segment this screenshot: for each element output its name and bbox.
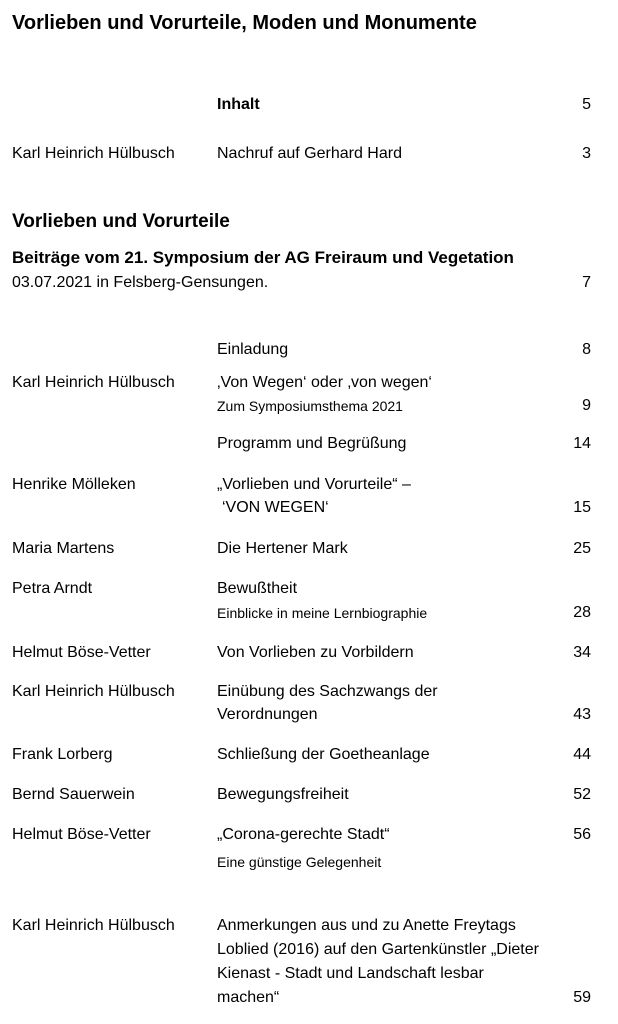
toc-subtitle: Einblicke in meine Lernbiographie: [217, 605, 428, 621]
toc-page: 43: [573, 706, 591, 723]
toc-title: Nachruf auf Gerhard Hard: [217, 145, 402, 162]
toc-inhalt-label: Inhalt: [217, 96, 260, 113]
toc-author: Bernd Sauerwein: [12, 786, 135, 803]
section-date-line: 03.07.2021 in Felsberg-Gensungen.: [12, 274, 269, 291]
toc-title: Einladung: [217, 341, 289, 358]
toc-title-line2: ‘VON WEGEN‘: [222, 499, 329, 516]
toc-page: 52: [573, 786, 591, 803]
section-date-page: 7: [582, 274, 591, 291]
toc-author: Maria Martens: [12, 540, 115, 557]
toc-page: 34: [573, 644, 591, 661]
toc-title: ‚Von Wegen‘ oder ‚von wegen‘: [217, 374, 432, 391]
toc-page: 3: [582, 145, 591, 162]
toc-author: Frank Lorberg: [12, 746, 113, 763]
section-subheading: Beiträge vom 21. Symposium der AG Freiraum und Vegetation: [12, 248, 514, 267]
toc-title-line4: machen“: [217, 989, 280, 1006]
document-title: Vorlieben und Vorurteile, Moden und Monumente: [12, 12, 477, 34]
toc-page: 15: [573, 499, 591, 516]
toc-page: 25: [573, 540, 591, 557]
toc-title: „Vorlieben und Vorurteile“ –: [217, 476, 411, 493]
toc-title-line2: Verordnungen: [217, 706, 318, 723]
toc-author: Petra Arndt: [12, 580, 93, 597]
toc-author: Helmut Böse-Vetter: [12, 826, 151, 843]
toc-title: Die Hertener Mark: [217, 540, 348, 557]
toc-title-line3: Kienast - Stadt und Landschaft lesbar: [217, 965, 484, 982]
toc-author: Helmut Böse-Vetter: [12, 644, 151, 661]
toc-page: 14: [573, 435, 591, 452]
toc-subtitle: Zum Symposiumsthema 2021: [217, 398, 403, 414]
section-heading: Vorlieben und Vorurteile: [12, 211, 230, 232]
toc-title: Anmerkungen aus und zu Anette Freytags: [217, 917, 516, 934]
toc-title: Schließung der Goetheanlage: [217, 746, 430, 763]
toc-author: Karl Heinrich Hülbusch: [12, 683, 175, 700]
toc-subtitle: Eine günstige Gelegenheit: [217, 854, 382, 870]
toc-title: Von Vorlieben zu Vorbildern: [217, 644, 414, 661]
toc-title-line2: Loblied (2016) auf den Gartenkünstler „Dieter: [217, 941, 539, 958]
toc-title: Bewußtheit: [217, 580, 298, 597]
toc-page: 44: [573, 746, 591, 763]
toc-author: Karl Heinrich Hülbusch: [12, 374, 175, 391]
toc-title: „Corona-gerechte Stadt“: [217, 826, 390, 843]
toc-page: 9: [582, 397, 591, 414]
toc-author: Karl Heinrich Hülbusch: [12, 917, 175, 934]
toc-page: 28: [573, 604, 591, 621]
toc-page: 56: [573, 826, 591, 843]
toc-page: 8: [582, 341, 591, 358]
toc-inhalt-page: 5: [582, 96, 591, 113]
toc-author: Karl Heinrich Hülbusch: [12, 145, 175, 162]
toc-author: Henrike Mölleken: [12, 476, 136, 493]
toc-title: Bewegungsfreiheit: [217, 786, 349, 803]
toc-title: Einübung des Sachzwangs der: [217, 683, 438, 700]
toc-page: 59: [573, 989, 591, 1006]
toc-title: Programm und Begrüßung: [217, 435, 407, 452]
